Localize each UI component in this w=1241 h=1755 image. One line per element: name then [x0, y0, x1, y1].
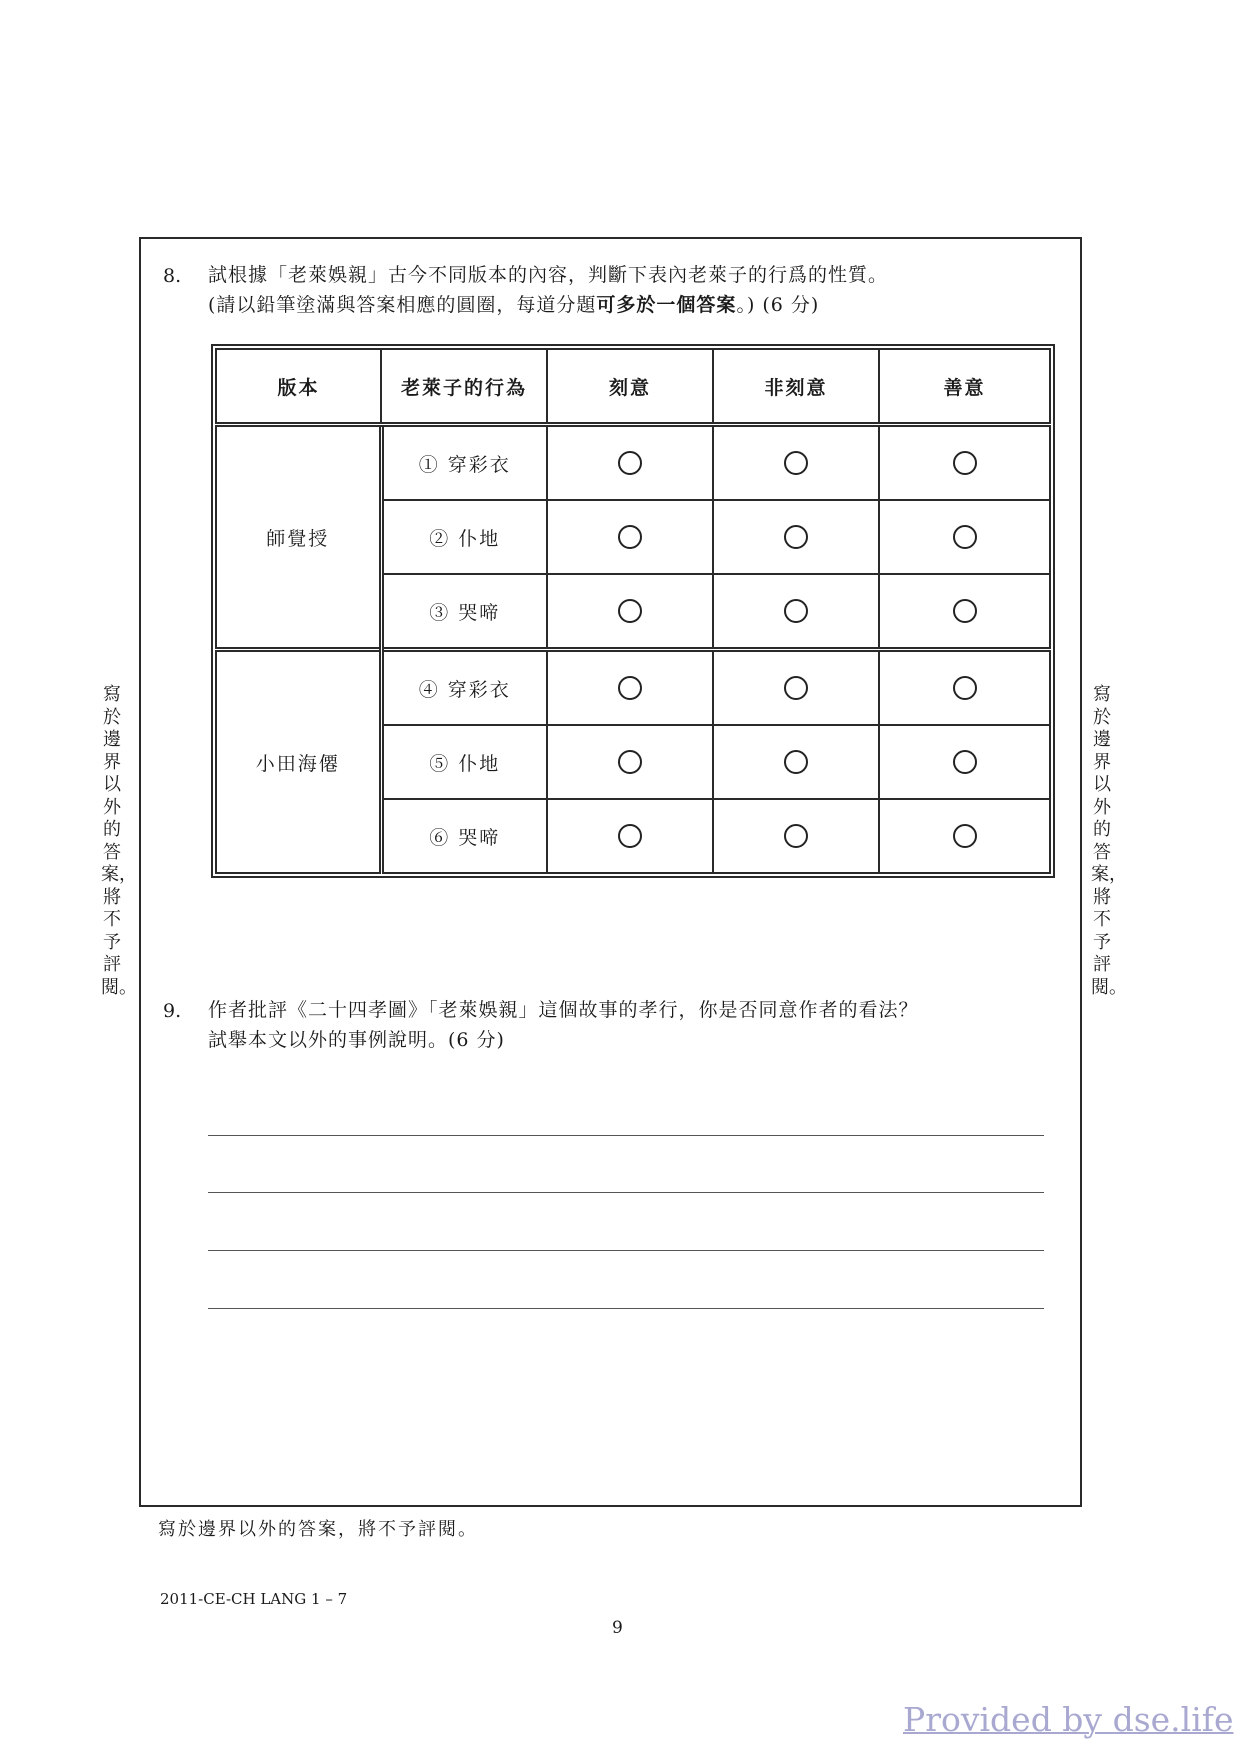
bottom-boundary-note: 寫於邊界以外的答案，將不予評閱。 [158, 1519, 478, 1540]
answer-bubble[interactable] [784, 599, 808, 623]
page-number: 9 [612, 1618, 623, 1638]
answer-bubble[interactable] [618, 525, 642, 549]
question-9-line1: 作者批評《二十四孝圖》「老萊娛親」這個故事的孝行，你是否同意作者的看法？ [208, 999, 919, 1021]
behaviour-cell: ④ 穿彩衣 [381, 650, 547, 726]
answer-line[interactable] [208, 1250, 1044, 1251]
answer-table [215, 348, 1051, 874]
answer-bubble[interactable] [618, 824, 642, 848]
question-9-line2: 試舉本文以外的事例說明。(6 分) [208, 1029, 505, 1051]
behaviour-cell: ⑤ 仆地 [381, 725, 547, 799]
answer-bubble[interactable] [618, 599, 642, 623]
answer-bubble[interactable] [784, 824, 808, 848]
answer-bubble[interactable] [618, 750, 642, 774]
right-margin-note: 寫於邊界以外的答案，將不予評閱。 [1091, 684, 1127, 998]
question-8-prompt [208, 260, 888, 320]
answer-bubble[interactable] [953, 824, 977, 848]
answer-bubble[interactable] [784, 676, 808, 700]
answer-bubble[interactable] [953, 525, 977, 549]
header-behaviour: 老萊子的行為 [381, 349, 547, 425]
watermark: Provided by dse.life [903, 1700, 1234, 1739]
left-margin-note: 寫於邊界以外的答案，將不予評閱。 [101, 684, 137, 998]
header-version: 版本 [216, 349, 381, 425]
paper-code: 2011-CE-CH LANG 1 – 7 [160, 1590, 348, 1608]
answer-bubble[interactable] [953, 451, 977, 475]
answer-bubble[interactable] [953, 676, 977, 700]
answer-bubble[interactable] [618, 676, 642, 700]
version-cell-shijueshou: 師覺授 [216, 425, 381, 650]
header-unintentional: 非刻意 [713, 349, 879, 425]
answer-bubble[interactable] [784, 451, 808, 475]
question-9-prompt [208, 995, 919, 1055]
behaviour-cell: ③ 哭啼 [381, 574, 547, 650]
table-header-row [216, 349, 1050, 425]
header-goodwill: 善意 [879, 349, 1050, 425]
answer-line[interactable] [208, 1308, 1044, 1309]
question-8-emphasis: 可多於一個答案 [596, 294, 737, 316]
answer-bubble[interactable] [618, 451, 642, 475]
question-8-number: 8. [163, 265, 182, 287]
answer-line[interactable] [208, 1192, 1044, 1193]
question-8-line2: (請以鉛筆塗滿與答案相應的圓圈，每道分題可多於一個答案。) (6 分) [208, 294, 820, 316]
question-8-line1: 試根據「老萊娛親」古今不同版本的內容，判斷下表內老萊子的行爲的性質。 [208, 264, 889, 286]
answer-bubble[interactable] [953, 599, 977, 623]
answer-line[interactable] [208, 1135, 1044, 1136]
question-9-number: 9. [163, 1000, 182, 1022]
table-row [216, 650, 1050, 726]
behaviour-cell: ② 仆地 [381, 500, 547, 574]
answer-bubble[interactable] [784, 750, 808, 774]
answer-bubble[interactable] [953, 750, 977, 774]
version-cell-xiaotian: 小田海僊 [216, 650, 381, 874]
behaviour-cell: ① 穿彩衣 [381, 425, 547, 501]
answer-bubble[interactable] [784, 525, 808, 549]
table-row [216, 425, 1050, 501]
header-intentional: 刻意 [547, 349, 713, 425]
behaviour-cell: ⑥ 哭啼 [381, 799, 547, 873]
